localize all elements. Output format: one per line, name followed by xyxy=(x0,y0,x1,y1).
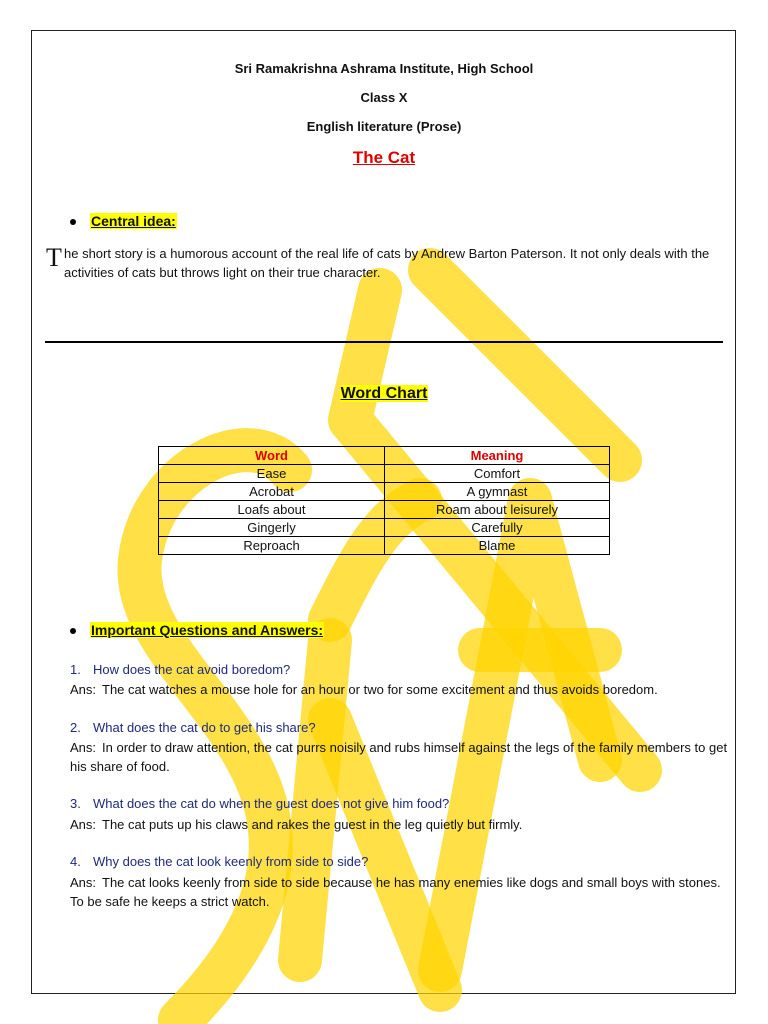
question-number: 2. xyxy=(70,720,81,735)
question-text: Why does the cat look keenly from side to side? xyxy=(93,854,369,869)
word-chart-table xyxy=(158,446,610,555)
central-idea-heading xyxy=(70,213,177,229)
meaning-cell: A gymnast xyxy=(385,483,610,501)
qa-heading xyxy=(70,622,324,638)
word-cell: Reproach xyxy=(159,537,385,555)
subject-label: English literature (Prose) xyxy=(306,119,462,134)
answer-label: Ans: xyxy=(70,682,97,697)
word-chart-title xyxy=(0,385,768,403)
central-idea-text: he short story is a humorous account of the real life of cats by Andrew Barton Paterson. It not only deals with the activities of cats but throws light on their true character. xyxy=(64,246,710,280)
answer-text: In order to draw attention, the cat purrs noisily and rubs himself against the legs of the family members to get his share of food. xyxy=(70,740,728,774)
document-title-text: The Cat xyxy=(352,148,416,167)
document-title xyxy=(0,148,768,168)
word-cell: Acrobat xyxy=(159,483,385,501)
answer-label: Ans: xyxy=(70,740,97,755)
answer-text: The cat puts up his claws and rakes the guest in the leg quietly but firmly. xyxy=(102,817,523,832)
meaning-cell: Carefully xyxy=(385,519,610,537)
word-cell: Ease xyxy=(159,465,385,483)
bullet-icon xyxy=(70,219,76,225)
column-header-meaning: Meaning xyxy=(385,447,610,465)
column-header-word: Word xyxy=(159,447,385,465)
table-row xyxy=(159,519,610,537)
question-text: What does the cat do to get his share? xyxy=(93,720,316,735)
class-label: Class X xyxy=(360,90,408,105)
table-row xyxy=(159,483,610,501)
answer-label: Ans: xyxy=(70,875,97,890)
answer-4 xyxy=(70,873,730,911)
answer-label: Ans: xyxy=(70,817,97,832)
table-row xyxy=(159,501,610,519)
drop-cap: T xyxy=(46,243,62,272)
question-4 xyxy=(70,854,368,869)
question-1 xyxy=(70,662,290,677)
word-cell: Gingerly xyxy=(159,519,385,537)
meaning-cell: Blame xyxy=(385,537,610,555)
word-chart-title-text: Word Chart xyxy=(340,385,428,402)
question-2 xyxy=(70,720,316,735)
meaning-cell: Comfort xyxy=(385,465,610,483)
answer-3 xyxy=(70,815,730,834)
table-row xyxy=(159,537,610,555)
answer-1 xyxy=(70,680,730,699)
bullet-icon xyxy=(70,628,76,634)
question-text: How does the cat avoid boredom? xyxy=(93,662,291,677)
question-3 xyxy=(70,796,449,811)
question-number: 3. xyxy=(70,796,81,811)
central-idea-heading-text: Central idea: xyxy=(91,213,176,229)
question-text: What does the cat do when the guest does not give him food? xyxy=(93,796,450,811)
word-cell: Loafs about xyxy=(159,501,385,519)
question-number: 1. xyxy=(70,662,81,677)
section-divider xyxy=(45,341,723,343)
answer-text: The cat looks keenly from side to side because he has many enemies like dogs and small boys with stones. To be safe he keeps a strict watch. xyxy=(70,875,721,909)
table-row xyxy=(159,465,610,483)
meaning-cell: Roam about leisurely xyxy=(385,501,610,519)
answer-2 xyxy=(70,738,730,776)
question-number: 4. xyxy=(70,854,81,869)
answer-text: The cat watches a mouse hole for an hour or two for some excitement and thus avoids boredom. xyxy=(102,682,658,697)
qa-heading-text: Important Questions and Answers: xyxy=(91,622,324,638)
school-name: Sri Ramakrishna Ashrama Institute, High School xyxy=(234,61,534,76)
table-header-row xyxy=(159,447,610,465)
